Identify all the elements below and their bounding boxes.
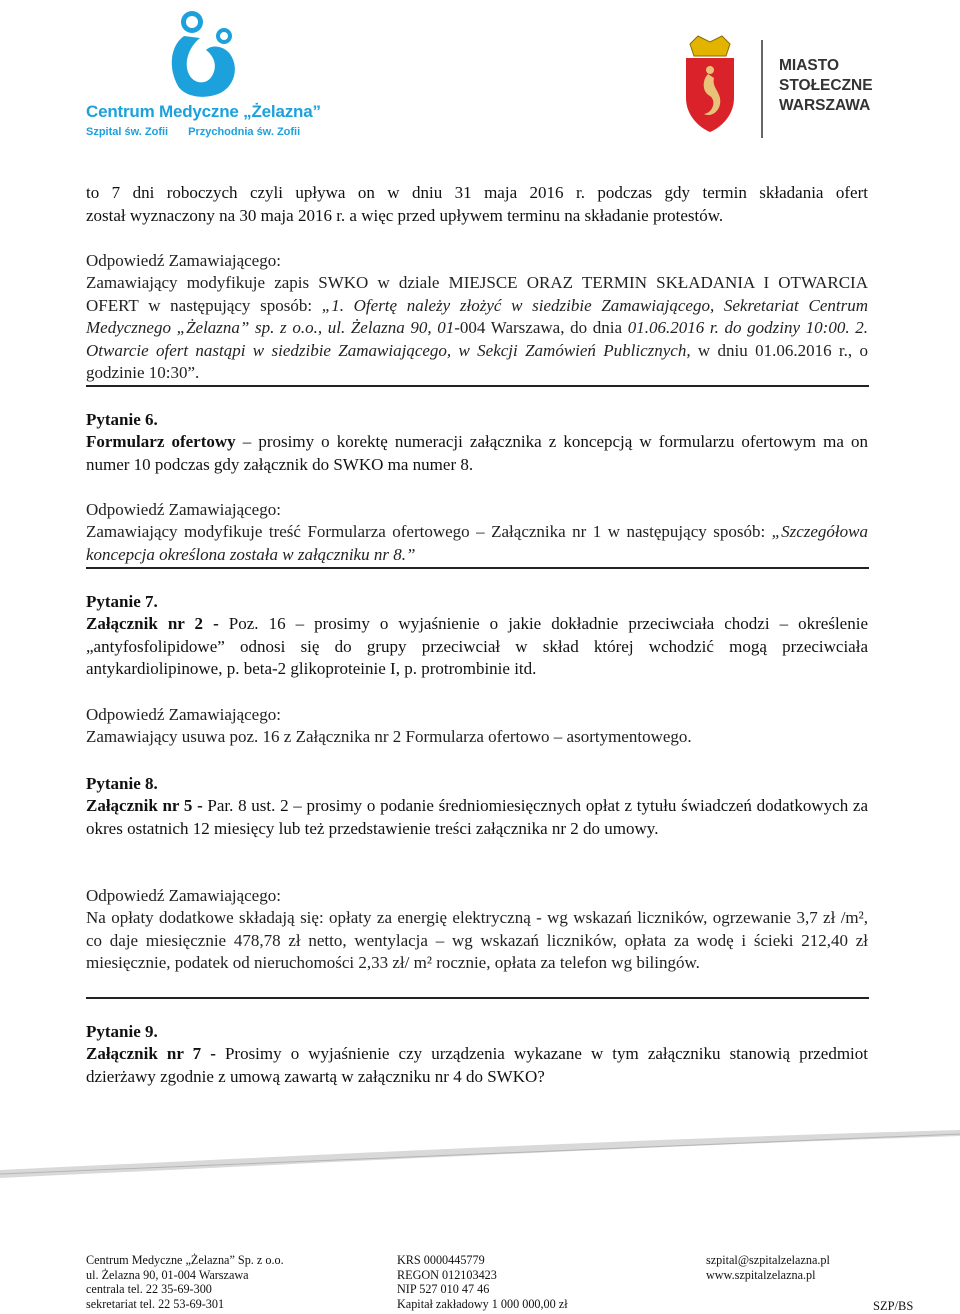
question-8-text: Załącznik nr 5 - Par. 8 ust. 2 – prosimy o podanie średniomiesięcznych opłat z tytułu świadczeń dodatkowych za okres ostatnich 12 miesięcy lub też przedstawienie treści załącznika nr 2 do umowy. [86,796,868,838]
question-6-title: Pytanie 6. [86,410,158,429]
question-7-text: Załącznik nr 2 - Poz. 16 – prosimy o wyjaśnienie o jakie dokładnie przeciwciała chodzi – określenie „antyfosfolipidowe” odnosi się do grupy przeciwciał w skład której wchodzić mogą przeciwciała antykardiolipinowe, p. beta-2 glikoproteinie I, p. protrombinie itd. [86,614,868,679]
question-6-text: Formularz ofertowy – prosimy o korektę numeracji załącznika z koncepcją w formularzu ofertowym ma on numer 10 podczas gdy załącznik do SWKO ma numer 8. [86,432,868,474]
document-code: SZP/BS [873,1299,914,1313]
question-9-text: Załącznik nr 7 - Prosimy o wyjaśnienie czy urządzenia wykazane w tym załączniku stanowią przedmiot dzierżawy zgodnie z umową zawartą w załączniku nr 4 do SWKO? [86,1044,868,1086]
separator [86,385,869,387]
footer-registry: KRS 0000445779 REGON 012103423 NIP 527 010 47 46 Kapitał zakładowy 1 000 000,00 zł [397,1253,568,1311]
answer-label: Odpowiedź Zamawiającego: [86,886,281,905]
answer-7-text: Zamawiający usuwa poz. 16 z Załącznika nr 2 Formularza ofertowo – asortymentowego. [86,727,692,746]
warszawa-logo [676,30,876,140]
answer-label: Odpowiedź Zamawiającego: [86,251,281,270]
question-9-title: Pytanie 9. [86,1022,158,1041]
separator [86,567,869,569]
footer-website[interactable]: www.szpitalzelazna.pl [706,1267,816,1282]
mother-child-icon [162,6,252,102]
logo-name: Centrum Medyczne „Żelazna” [86,102,321,121]
footer-company: Centrum Medyczne „Żelazna” Sp. z o.o. ul. Żelazna 90, 01-004 Warszawa centrala tel. 22 35-69-300 sekretariat tel. 22 53-69-301 [86,1253,284,1311]
answer-6-text: Zamawiający modyfikuje treść Formularza ofertowego – Załącznika nr 1 w następujący sposób: „Szczegółowa koncepcja określona została w załączniku nr 8.” [86,522,868,564]
logo-divider [761,40,763,138]
answer-label: Odpowiedź Zamawiającego: [86,500,281,519]
question-7-title: Pytanie 7. [86,592,158,611]
intro-line-1: to 7 dni roboczych czyli upływa on w dniu 31 maja 2016 r. podczas gdy termin składania ofert [86,183,868,202]
answer-8-text: Na opłaty dodatkowe składają się: opłaty za energię elektryczną - wg wskazań liczników, ogrzewanie 3,7 zł /m², co daje miesięcznie 478,78 zł netto, wentylacja – wg wskazań liczników, opłata za wodę i ścieki 212,40 zł miesięcznie, podatek od nieruchomości 2,33 zł/ m² rocznie, opłata za telefon wg bilingów. [86,908,868,973]
footer-wave-decoration [0,1126,960,1181]
footer-email[interactable]: szpital@szpitalzelazna.pl [706,1253,830,1267]
intro-line-2: został wyznaczony na 30 maja 2016 r. a więc przed upływem terminu na składanie protestów. [86,206,724,225]
answer-5-text: Zamawiający modyfikuje zapis SWKO w dziale MIEJSCE ORAZ TERMIN SKŁADANIA I OTWARCIA OFERT w następujący sposób: „1. Ofertę należy złożyć w siedzibie Zamawiającego, Sekretariat Centrum Medycznego „Żelazna” sp. z o.o., ul. Żelazna 90, 01-004 Warszawa, do dnia 01.06.2016 r. do godziny 10:00. 2. Otwarcie ofert nastąpi w siedzibie Zamawiającego, w Sekcji Zamówień Publicznych, w dniu 01.06.2016 r., o godzinie 10:30”. [86,273,868,383]
warsaw-crest-icon [680,34,740,134]
logo-sub-szpital: Szpital św. Zofii [86,126,169,138]
centrum-medyczne-logo [86,6,321,141]
question-8-title: Pytanie 8. [86,774,158,793]
logo-subtitles [86,126,320,138]
footer-contact [706,1253,830,1282]
city-name: MIASTO STOŁECZNE WARSZAWA [779,57,873,114]
logo-sub-przychodnia: Przychodnia św. Zofii [188,126,301,138]
answer-label: Odpowiedź Zamawiającego: [86,705,281,724]
separator [86,997,869,999]
